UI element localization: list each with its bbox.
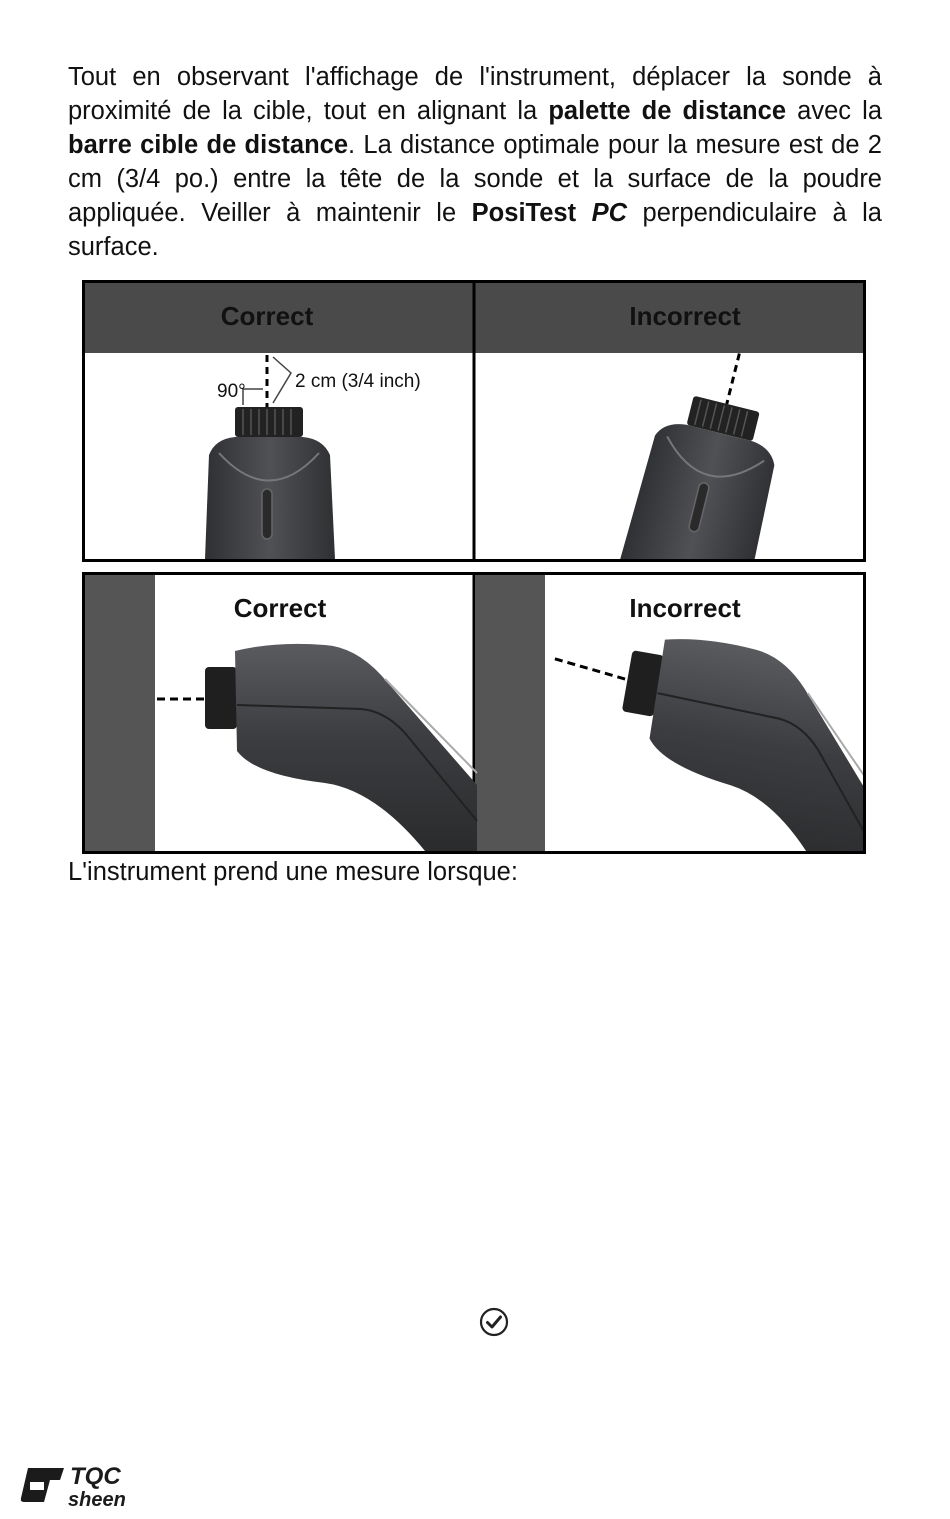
probe-head (235, 407, 303, 437)
probe-incorrect-side (527, 614, 863, 851)
intro-text-3: . La distance optimale pour la mesure est de 2 cm (3/4 po.) entre la tête de la sonde et la surface de la poudre appliquée. Veiller à maintenir le (68, 131, 882, 227)
label-correct-side: Correct (233, 593, 327, 623)
term-distance-target-bar: barre cible de distance (68, 131, 349, 159)
term-distance-paddle: palette de distance (548, 97, 787, 125)
probe-body-side-tilted (630, 633, 863, 851)
intro-text-1: Tout en observant l'affichage de l'instrument, déplacer la sonde à proximité de la cible, tout en alignant la (68, 63, 882, 125)
figure-side-svg (85, 575, 863, 851)
label-correct-top: Correct (220, 301, 314, 331)
probe-slot (262, 489, 272, 539)
probe-correct-front (205, 355, 421, 559)
distance-label: 2 cm (3/4 inch) (295, 371, 421, 392)
probe-correct-side (157, 644, 477, 851)
intro-text-2: avec la (786, 97, 882, 125)
intro-text-4: perpendiculaire à la surface. (68, 199, 882, 261)
probe-incorrect-front (619, 337, 804, 559)
label-incorrect-side: Incorrect (629, 593, 741, 623)
intro-paragraph (68, 60, 882, 264)
figure-top-svg (85, 283, 863, 559)
distance-line-side-tilted (554, 659, 629, 680)
tqc-sheen-logo (20, 1462, 155, 1510)
after-text: L'instrument prend une mesure lorsque: (68, 858, 518, 886)
probe-head-side (205, 667, 237, 729)
figure-perpendicular-top (82, 280, 866, 562)
surface-wall-left (85, 575, 155, 851)
distance-bracket (273, 357, 291, 403)
probe-body-side (235, 644, 477, 851)
figure-perpendicular-side (82, 572, 866, 854)
surface-wall-right (475, 575, 545, 851)
angle-marker (243, 389, 263, 405)
brand-model: PC (591, 199, 628, 227)
angle-label: 90° (217, 381, 246, 402)
logo-text-sheen: sheen (68, 1489, 126, 1510)
logo-text-tqc: TQC (70, 1463, 121, 1490)
check-circle-icon (478, 1306, 510, 1338)
label-incorrect-top: Incorrect (629, 301, 741, 331)
brand-name: PosiTest (471, 199, 577, 227)
distance-line-tilted (727, 353, 740, 403)
